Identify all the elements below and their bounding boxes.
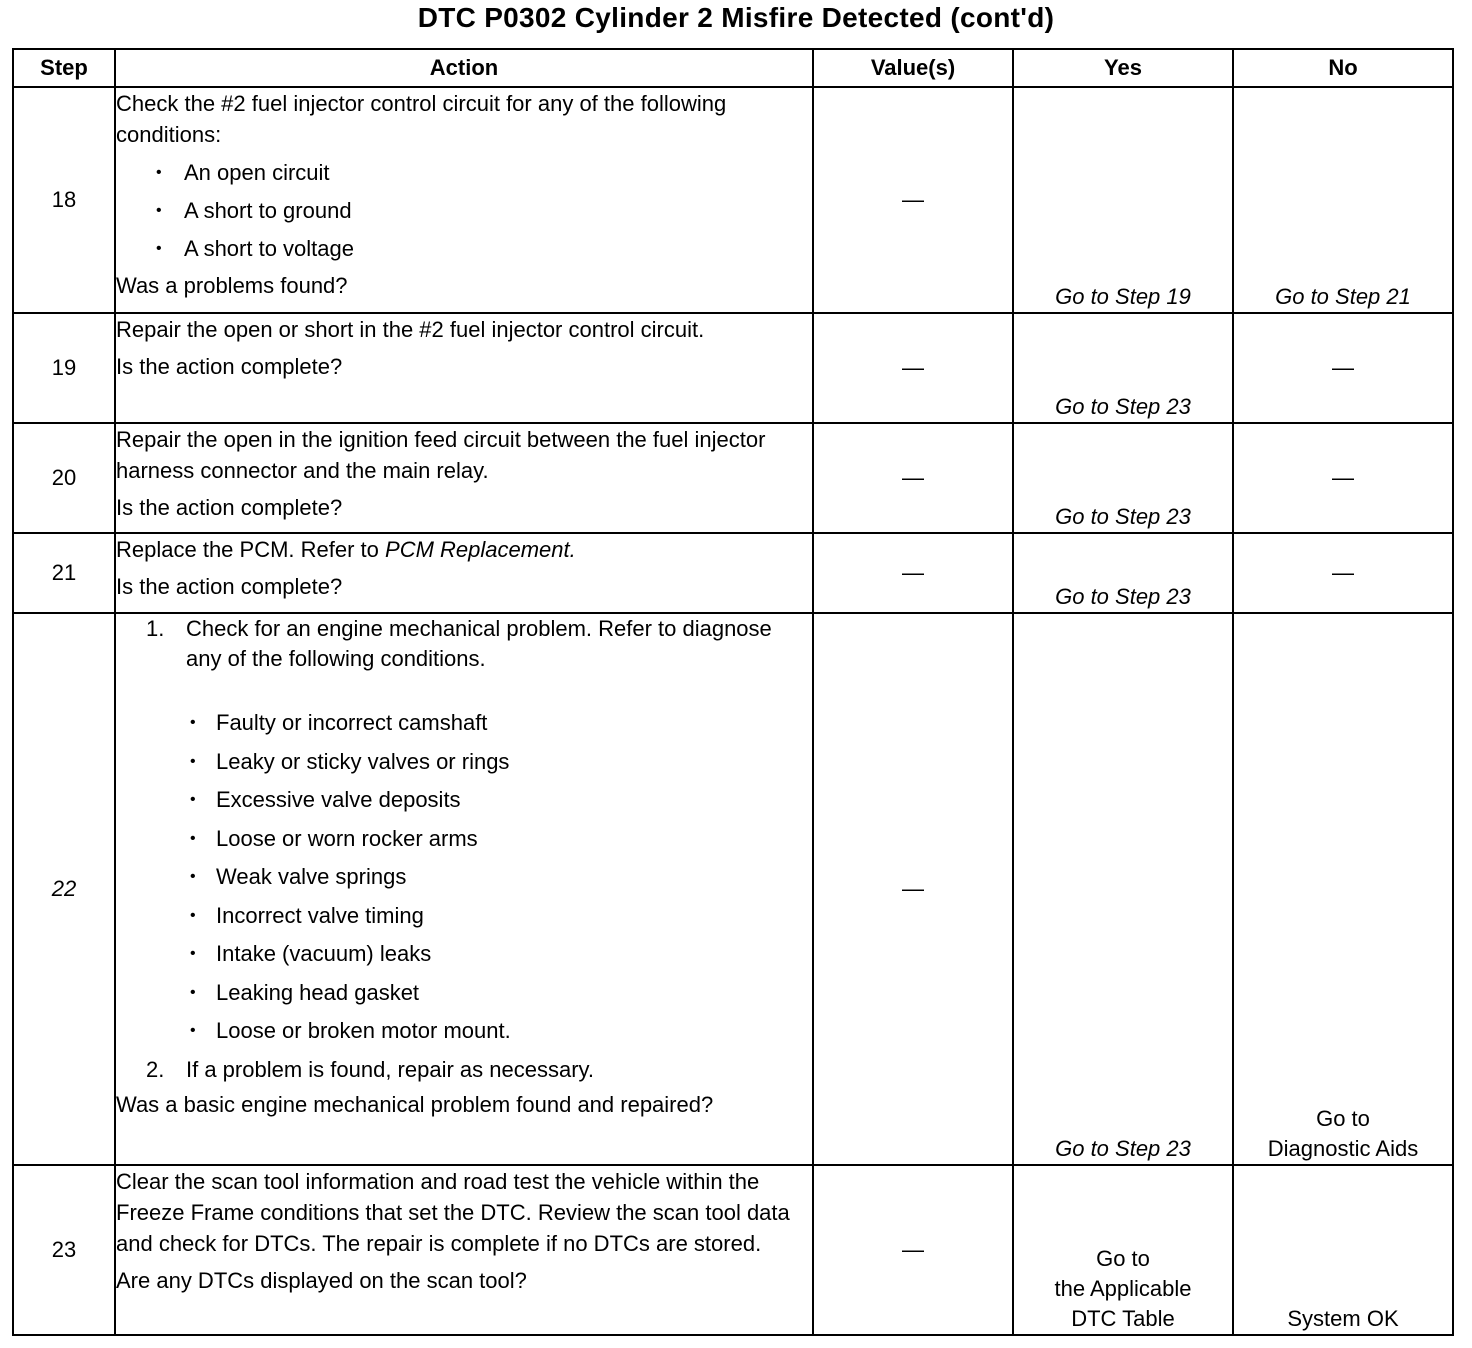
value-cell: — (813, 1165, 1013, 1335)
action-question: Was a basic engine mechanical problem found and repaired? (116, 1091, 714, 1117)
no-link[interactable]: Go to Step 21 (1233, 87, 1453, 313)
table-row-step-22 (13, 613, 1453, 1165)
list-item: • Excessive valve deposits (116, 781, 812, 820)
step-number: 20 (13, 423, 115, 533)
no-cell: — (1233, 313, 1453, 423)
list-item (116, 1055, 812, 1085)
list-item: • A short to voltage (116, 230, 812, 268)
yes-link[interactable]: Go to Step 23 (1013, 423, 1233, 533)
list-item: • Loose or worn rocker arms (116, 820, 812, 859)
diagnostic-table (12, 48, 1454, 1336)
yes-link[interactable]: Go to Step 19 (1013, 87, 1233, 313)
action-cell (115, 423, 813, 533)
step-number: 23 (13, 1165, 115, 1335)
yes-link[interactable]: Go to Step 23 (1013, 533, 1233, 613)
condition-list (116, 154, 812, 268)
table-row-step-19 (13, 313, 1453, 423)
value-cell: — (813, 613, 1013, 1165)
list-item: • Incorrect valve timing (116, 897, 812, 936)
list-item (116, 614, 812, 1051)
action-cell (115, 87, 813, 313)
value-cell: — (813, 533, 1013, 613)
value-cell: — (813, 313, 1013, 423)
table-row-step-21 (13, 533, 1453, 613)
action-question: Was a problems found? (116, 273, 348, 298)
table-row-step-23 (13, 1165, 1453, 1335)
action-text: Repair the open or short in the #2 fuel injector control circuit. (116, 317, 705, 342)
action-question: Are any DTCs displayed on the scan tool? (116, 1268, 527, 1293)
item-text: Check for an engine mechanical problem. Refer to diagnose any of the following conditions. (186, 616, 772, 671)
yes-line: DTC Table (1071, 1306, 1175, 1331)
value-cell: — (813, 423, 1013, 533)
list-item: • Loose or broken motor mount. (116, 1012, 812, 1051)
list-item: • Leaking head gasket (116, 974, 812, 1013)
table-header-row (13, 49, 1453, 87)
yes-line: Go to (1096, 1246, 1150, 1271)
condition-list (186, 704, 812, 1051)
list-item: • Faulty or incorrect camshaft (116, 704, 812, 743)
header-yes: Yes (1013, 49, 1233, 87)
header-step: Step (13, 49, 115, 87)
action-text: Repair the open in the ignition feed circuit between the fuel injector harness connector and the main relay. (116, 427, 766, 483)
table-row-step-20 (13, 423, 1453, 533)
no-cell: System OK (1233, 1165, 1453, 1335)
list-item: • An open circuit (116, 154, 812, 192)
action-cell (115, 533, 813, 613)
header-values: Value(s) (813, 49, 1013, 87)
procedure-list (116, 614, 812, 1085)
pcm-replacement-link[interactable]: PCM Replacement. (385, 537, 576, 562)
list-item: • Leaky or sticky valves or rings (116, 743, 812, 782)
yes-link[interactable]: Go to Step 23 (1013, 313, 1233, 423)
action-question: Is the action complete? (116, 354, 343, 379)
action-text: Clear the scan tool information and road test the vehicle within the Freeze Frame conditions that set the DTC. Review the scan tool data and check for DTCs. The repair is complete if no DTCs are stored. (116, 1169, 790, 1256)
list-item: • Intake (vacuum) leaks (116, 935, 812, 974)
page-title: DTC P0302 Cylinder 2 Misfire Detected (cont'd) (417, 2, 1055, 33)
no-cell: — (1233, 423, 1453, 533)
table-row-step-18 (13, 87, 1453, 313)
item-text: If a problem is found, repair as necessary. (186, 1056, 595, 1082)
yes-link[interactable] (1013, 1165, 1233, 1335)
header-action: Action (115, 49, 813, 87)
action-text: Check the #2 fuel injector control circuit for any of the following conditions: (116, 91, 727, 147)
item-number: 2. (146, 1056, 165, 1082)
step-number: 21 (13, 533, 115, 613)
value-cell: — (813, 87, 1013, 313)
no-link[interactable] (1233, 613, 1453, 1165)
action-cell (115, 613, 813, 1165)
step-number: 22 (13, 613, 115, 1165)
action-question: Is the action complete? (116, 574, 343, 599)
action-text: Replace the PCM. Refer to (116, 537, 386, 562)
yes-link[interactable]: Go to Step 23 (1013, 613, 1233, 1165)
step-number: 18 (13, 87, 115, 313)
no-cell: — (1233, 533, 1453, 613)
list-item: • A short to ground (116, 192, 812, 230)
action-cell (115, 1165, 813, 1335)
action-cell (115, 313, 813, 423)
list-item: • Weak valve springs (116, 858, 812, 897)
no-line: Diagnostic Aids (1267, 1136, 1419, 1161)
item-number: 1. (146, 616, 165, 641)
no-line: Go to (1316, 1106, 1370, 1131)
step-number: 19 (13, 313, 115, 423)
header-no: No (1233, 49, 1453, 87)
yes-line: the Applicable (1054, 1276, 1192, 1301)
action-question: Is the action complete? (116, 495, 343, 520)
